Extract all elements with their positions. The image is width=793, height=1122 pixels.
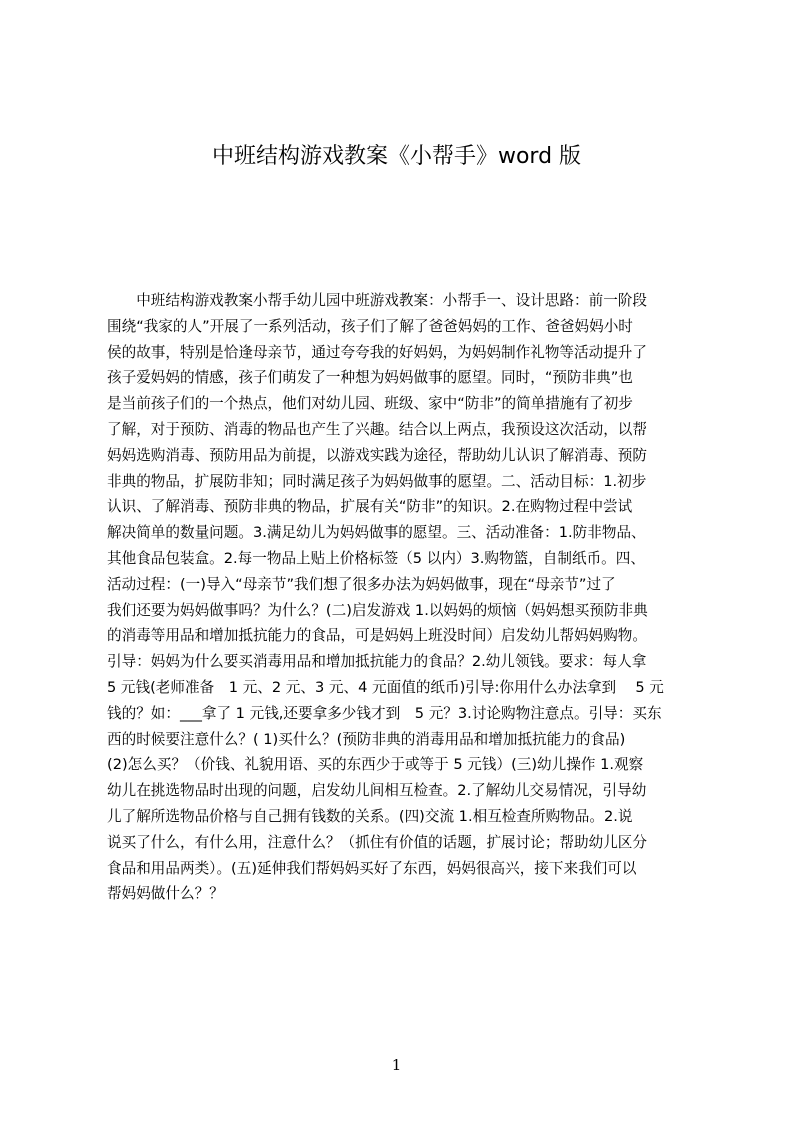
body-line: 解决简单的数量问题。3.满足幼儿为妈妈做事的愿望。三、活动准备：1.防非物品、 — [107, 524, 646, 542]
body-line: 侯的故事，特别是恰逢母亲节，通过夸夸我的好妈妈，为妈妈制作礼物等活动提升了 — [107, 343, 647, 361]
body-line: 围绕“我家的人”开展了一系列活动，孩子们了解了爸爸妈妈的工作、爸爸妈妈小时 — [107, 317, 633, 335]
body-line: 了解，对于预防、消毒的物品也产生了兴趣。结合以上两点，我预设这次活动，以帮 — [107, 420, 647, 438]
body-line: 的消毒等用品和增加抵抗能力的食品，可是妈妈上班没时间）启发幼儿帮妈妈购物。 — [107, 627, 647, 645]
body-line: 我们还要为妈妈做事吗？为什么？(二)启发游戏 1.以妈妈的烦恼（妈妈想买预防非典 — [107, 601, 648, 619]
body-line: 西的时候要注意什么？( 1)买什么？(预防非典的消毒用品和增加抵抗能力的食品) — [107, 730, 626, 748]
body-line: 认识、了解消毒、预防非典的物品，扩展有关“防非”的知识。2.在购物过程中尝试 — [107, 498, 633, 516]
page-number: 1 — [391, 1056, 402, 1074]
body-line: 帮妈妈做什么？？ — [107, 885, 224, 903]
body-line: 中班结构游戏教案小帮手幼儿园中班游戏教案：小帮手一、设计思路：前一阶段 — [107, 292, 647, 309]
document-title: 中班结构游戏教案《小帮手》word 版 — [211, 144, 582, 169]
body-line: 活动过程：(一)导入“母亲节”我们想了很多办法为妈妈做事，现在“母亲节”过了 — [107, 575, 616, 593]
body-line: 5 元钱(老师准备 1 元、2 元、3 元、4 元面值的纸币)引导:你用什么办法拿到 5 元 — [107, 678, 664, 696]
body-line: 食品和用品两类）。(五)延伸我们帮妈妈买好了东西，妈妈很高兴，接下来我们可以 — [107, 859, 637, 877]
body-line: 妈妈选购消毒、预防用品为前提，以游戏实践为途径，帮助幼儿认识了解消毒、预防 — [107, 446, 647, 464]
body-line: 其他食品包装盒。2.每一物品上贴上价格标签（5 以内）3.购物篮，自制纸币。四、 — [107, 549, 645, 567]
body-line: 是当前孩子们的一个热点，他们对幼儿园、班级、家中“防非”的简单措施有了初步 — [107, 395, 633, 413]
body-line: 钱的？如：___拿了 1 元钱,还要拿多少钱才到 5 元？3.讨论购物注意点。引导：买东 — [107, 704, 662, 722]
body-line: 儿了解所选物品价格与自己拥有钱数的关系。(四)交流 1.相互检查所购物品。2.说 — [107, 807, 633, 825]
body-line: 引导：妈妈为什么要买消毒用品和增加抵抗能力的食品？2.幼儿领钱。要求：每人拿 — [107, 653, 647, 671]
body-line: 幼儿在挑选物品时出现的问题，启发幼儿间相互检查。2.了解幼儿交易情况，引导幼 — [107, 782, 647, 800]
body-line: 说买了什么，有什么用，注意什么？（抓住有价值的话题，扩展讨论；帮助幼儿区分 — [107, 833, 647, 851]
body-line: 孩子爱妈妈的情感，孩子们萌发了一种想为妈妈做事的愿望。同时，“预防非典”也 — [107, 369, 633, 387]
body-line: 非典的物品，扩展防非知；同时满足孩子为妈妈做事的愿望。二、活动目标：1.初步 — [107, 472, 647, 490]
body-line: (2)怎么买？（价钱、礼貌用语、买的东西少于或等于 5 元钱）(三)幼儿操作 1.观察 — [107, 756, 644, 774]
document-body — [107, 288, 699, 907]
